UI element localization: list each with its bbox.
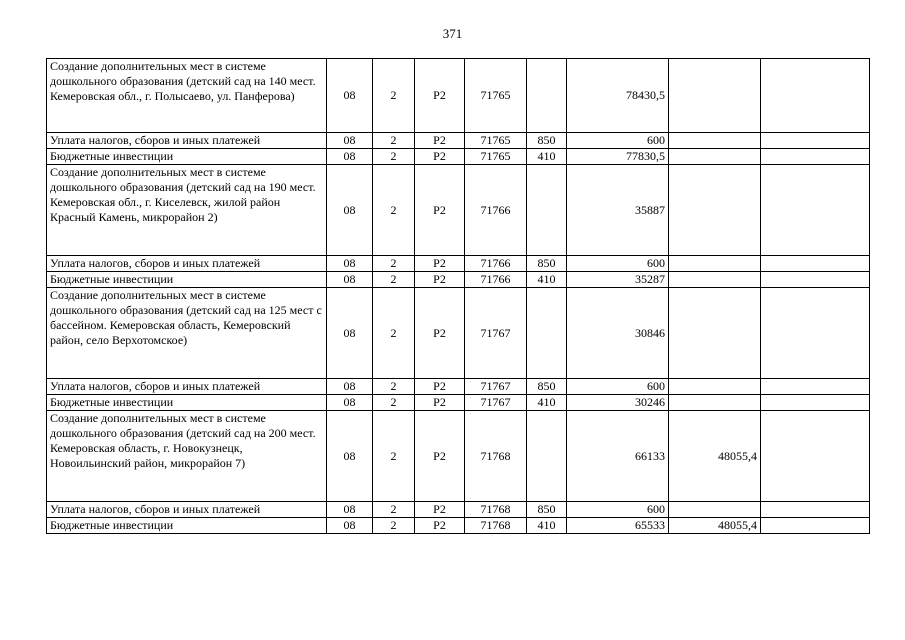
subsection-code-cell: 2 — [373, 288, 415, 379]
section-code-cell: 08 — [327, 518, 373, 534]
row-name-cell: Бюджетные инвестиции — [47, 518, 327, 534]
table-row — [47, 272, 870, 288]
expense-type-cell: 850 — [527, 256, 567, 272]
federal-amount-cell — [669, 133, 761, 149]
amount-cell: 600 — [567, 379, 669, 395]
table-body — [47, 59, 870, 534]
extra-amount-cell — [761, 379, 870, 395]
row-name-cell: Уплата налогов, сборов и иных платежей — [47, 256, 327, 272]
project-code-cell: P2 — [415, 288, 465, 379]
subsection-code-cell: 2 — [373, 518, 415, 534]
project-code-cell: P2 — [415, 411, 465, 502]
page-number: 371 — [442, 26, 463, 41]
project-code-cell: P2 — [415, 518, 465, 534]
table-row — [47, 133, 870, 149]
row-name-cell: Создание дополнительных мест в системе дошкольного образования (детский сад на 125 мест с бассейном. Кемеровская область, Кемеровский район, село Верхотомское) — [47, 288, 327, 379]
table-row — [47, 379, 870, 395]
subsection-code-cell: 2 — [373, 59, 415, 133]
section-code-cell: 08 — [327, 133, 373, 149]
table-row — [47, 288, 870, 379]
amount-cell: 35287 — [567, 272, 669, 288]
target-article-cell: 71766 — [465, 272, 527, 288]
expense-type-cell: 410 — [527, 395, 567, 411]
federal-amount-cell — [669, 502, 761, 518]
row-name-cell: Создание дополнительных мест в системе дошкольного образования (детский сад на 190 мест. Кемеровская обл., г. Киселевск, жилой район Красный Камень, микрорайон 2) — [47, 165, 327, 256]
table-row — [47, 411, 870, 502]
section-code-cell: 08 — [327, 256, 373, 272]
amount-cell: 78430,5 — [567, 59, 669, 133]
amount-cell: 600 — [567, 256, 669, 272]
target-article-cell: 71765 — [465, 133, 527, 149]
row-name-cell: Создание дополнительных мест в системе дошкольного образования (детский сад на 200 мест. Кемеровская область, г. Новокузнецк, Новоильинский район, микрорайон 7) — [47, 411, 327, 502]
federal-amount-cell — [669, 288, 761, 379]
expense-type-cell: 410 — [527, 149, 567, 165]
target-article-cell: 71768 — [465, 518, 527, 534]
extra-amount-cell — [761, 518, 870, 534]
extra-amount-cell — [761, 395, 870, 411]
expense-type-cell — [527, 411, 567, 502]
expense-type-cell — [527, 165, 567, 256]
extra-amount-cell — [761, 59, 870, 133]
federal-amount-cell — [669, 379, 761, 395]
target-article-cell: 71767 — [465, 379, 527, 395]
section-code-cell: 08 — [327, 411, 373, 502]
table-row — [47, 395, 870, 411]
federal-amount-cell — [669, 272, 761, 288]
row-name-cell: Уплата налогов, сборов и иных платежей — [47, 133, 327, 149]
row-name-cell: Бюджетные инвестиции — [47, 149, 327, 165]
section-code-cell: 08 — [327, 395, 373, 411]
federal-amount-cell — [669, 256, 761, 272]
project-code-cell: P2 — [415, 133, 465, 149]
table-row — [47, 502, 870, 518]
federal-amount-cell: 48055,4 — [669, 518, 761, 534]
table-row — [47, 518, 870, 534]
table-row — [47, 256, 870, 272]
amount-cell: 66133 — [567, 411, 669, 502]
amount-cell: 600 — [567, 133, 669, 149]
expense-type-cell: 850 — [527, 502, 567, 518]
amount-cell: 30246 — [567, 395, 669, 411]
target-article-cell: 71767 — [465, 395, 527, 411]
target-article-cell: 71767 — [465, 288, 527, 379]
section-code-cell: 08 — [327, 149, 373, 165]
target-article-cell: 71768 — [465, 502, 527, 518]
expense-type-cell — [527, 59, 567, 133]
target-article-cell: 71766 — [465, 256, 527, 272]
section-code-cell: 08 — [327, 165, 373, 256]
subsection-code-cell: 2 — [373, 411, 415, 502]
extra-amount-cell — [761, 256, 870, 272]
subsection-code-cell: 2 — [373, 395, 415, 411]
expense-type-cell: 410 — [527, 518, 567, 534]
project-code-cell: P2 — [415, 502, 465, 518]
subsection-code-cell: 2 — [373, 502, 415, 518]
section-code-cell: 08 — [327, 502, 373, 518]
extra-amount-cell — [761, 133, 870, 149]
expense-type-cell: 850 — [527, 133, 567, 149]
subsection-code-cell: 2 — [373, 272, 415, 288]
project-code-cell: P2 — [415, 165, 465, 256]
subsection-code-cell: 2 — [373, 133, 415, 149]
extra-amount-cell — [761, 165, 870, 256]
target-article-cell: 71765 — [465, 149, 527, 165]
section-code-cell: 08 — [327, 59, 373, 133]
amount-cell: 65533 — [567, 518, 669, 534]
row-name-cell: Уплата налогов, сборов и иных платежей — [47, 502, 327, 518]
amount-cell: 30846 — [567, 288, 669, 379]
budget-table — [46, 58, 870, 534]
table-row — [47, 59, 870, 133]
section-code-cell: 08 — [327, 379, 373, 395]
project-code-cell: P2 — [415, 395, 465, 411]
project-code-cell: P2 — [415, 379, 465, 395]
expense-type-cell: 850 — [527, 379, 567, 395]
extra-amount-cell — [761, 272, 870, 288]
target-article-cell: 71768 — [465, 411, 527, 502]
project-code-cell: P2 — [415, 256, 465, 272]
project-code-cell: P2 — [415, 149, 465, 165]
table-row — [47, 149, 870, 165]
row-name-cell: Бюджетные инвестиции — [47, 395, 327, 411]
subsection-code-cell: 2 — [373, 149, 415, 165]
project-code-cell: P2 — [415, 272, 465, 288]
expense-type-cell: 410 — [527, 272, 567, 288]
amount-cell: 600 — [567, 502, 669, 518]
extra-amount-cell — [761, 411, 870, 502]
project-code-cell: P2 — [415, 59, 465, 133]
table-row — [47, 165, 870, 256]
federal-amount-cell — [669, 165, 761, 256]
subsection-code-cell: 2 — [373, 256, 415, 272]
section-code-cell: 08 — [327, 272, 373, 288]
extra-amount-cell — [761, 288, 870, 379]
extra-amount-cell — [761, 149, 870, 165]
amount-cell: 35887 — [567, 165, 669, 256]
target-article-cell: 71766 — [465, 165, 527, 256]
row-name-cell: Создание дополнительных мест в системе дошкольного образования (детский сад на 140 мест. Кемеровская обл., г. Полысаево, ул. Панферова) — [47, 59, 327, 133]
extra-amount-cell — [761, 502, 870, 518]
target-article-cell: 71765 — [465, 59, 527, 133]
subsection-code-cell: 2 — [373, 379, 415, 395]
row-name-cell: Уплата налогов, сборов и иных платежей — [47, 379, 327, 395]
federal-amount-cell — [669, 149, 761, 165]
subsection-code-cell: 2 — [373, 165, 415, 256]
expense-type-cell — [527, 288, 567, 379]
federal-amount-cell: 48055,4 — [669, 411, 761, 502]
row-name-cell: Бюджетные инвестиции — [47, 272, 327, 288]
amount-cell: 77830,5 — [567, 149, 669, 165]
federal-amount-cell — [669, 395, 761, 411]
federal-amount-cell — [669, 59, 761, 133]
section-code-cell: 08 — [327, 288, 373, 379]
